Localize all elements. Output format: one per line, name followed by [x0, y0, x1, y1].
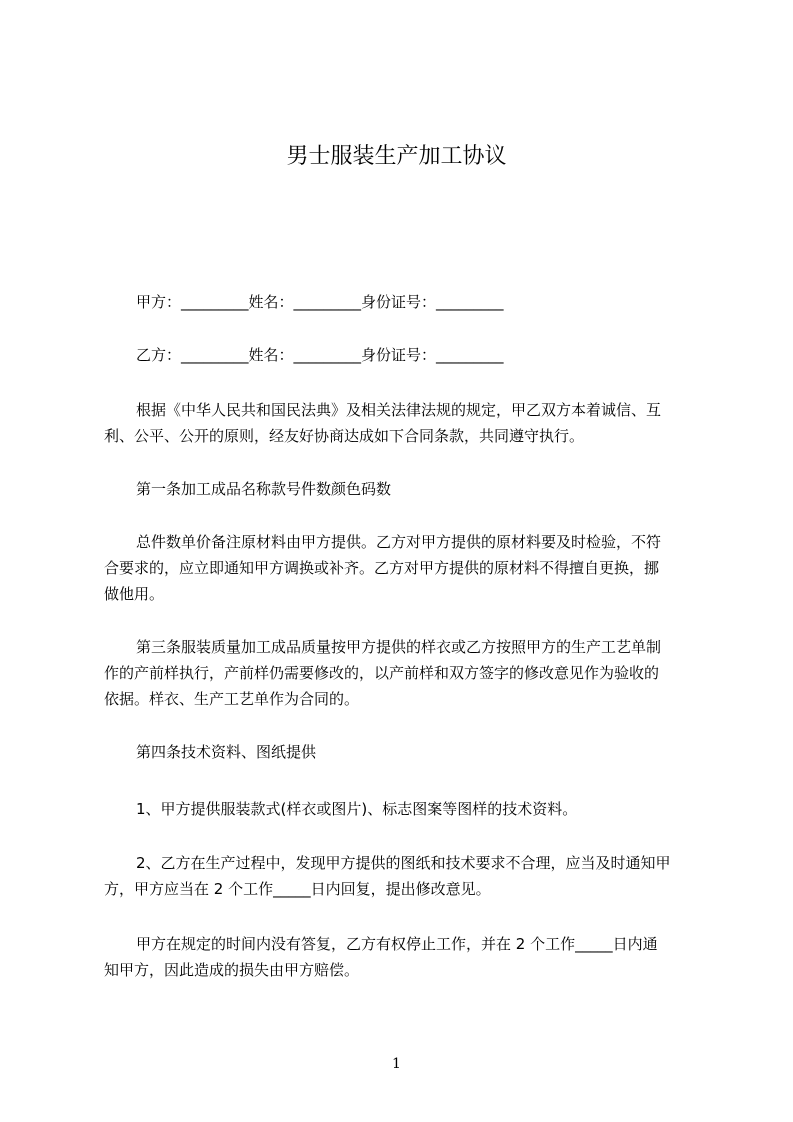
- materials-line-1: 总件数单价备注原材料由甲方提供。乙方对甲方提供的原材料要及时检验，不符: [136, 533, 662, 551]
- article-1-heading: 第一条加工成品名称款号件数颜色码数: [136, 480, 392, 498]
- page-number: 1: [392, 1056, 401, 1072]
- article-3-line-2: 作的产前样执行，产前样仍需要修改的，以产前样和双方签字的修改意见作为验收的: [104, 664, 660, 682]
- no-reply-line-2: 知甲方，因此造成的损失由甲方赔偿。: [104, 961, 360, 979]
- materials-line-2: 合要求的，应立即通知甲方调换或补齐。乙方对甲方提供的原材料不得擅自更换，挪: [104, 559, 660, 577]
- article-4-item-1: 1、甲方提供服装款式(样衣或图片)、标志图案等图样的技术资料。: [136, 800, 578, 818]
- preamble-line-1: 根据《中华人民共和国民法典》及相关法律法规的规定，甲乙双方本着诚信、互: [136, 401, 662, 419]
- materials-line-3: 做他用。: [104, 585, 165, 603]
- article-3-line-3: 依据。样衣、生产工艺单作为合同的。: [104, 690, 360, 708]
- article-4-item-2-line-1: 2、乙方在生产过程中，发现甲方提供的图纸和技术要求不合理，应当及时通知甲: [136, 854, 671, 872]
- party-b-line: 乙方：_________姓名：_________身份证号：_________: [136, 346, 504, 364]
- article-4-item-2-line-2: 方，甲方应当在 2 个工作_____日内回复，提出修改意见。: [104, 880, 491, 898]
- article-4-heading: 第四条技术资料、图纸提供: [136, 743, 317, 761]
- party-a-line: 甲方：_________姓名：_________身份证号：_________: [136, 293, 504, 311]
- preamble-line-2: 利、公平、公开的原则，经友好协商达成如下合同条款，共同遵守执行。: [104, 427, 585, 445]
- document-title: 男士服装生产加工协议: [286, 144, 507, 169]
- no-reply-line-1: 甲方在规定的时间内没有答复，乙方有权停止工作，并在 2 个工作_____日内通: [136, 935, 658, 953]
- article-3-line-1: 第三条服装质量加工成品质量按甲方提供的样衣或乙方按照甲方的生产工艺单制: [136, 638, 662, 656]
